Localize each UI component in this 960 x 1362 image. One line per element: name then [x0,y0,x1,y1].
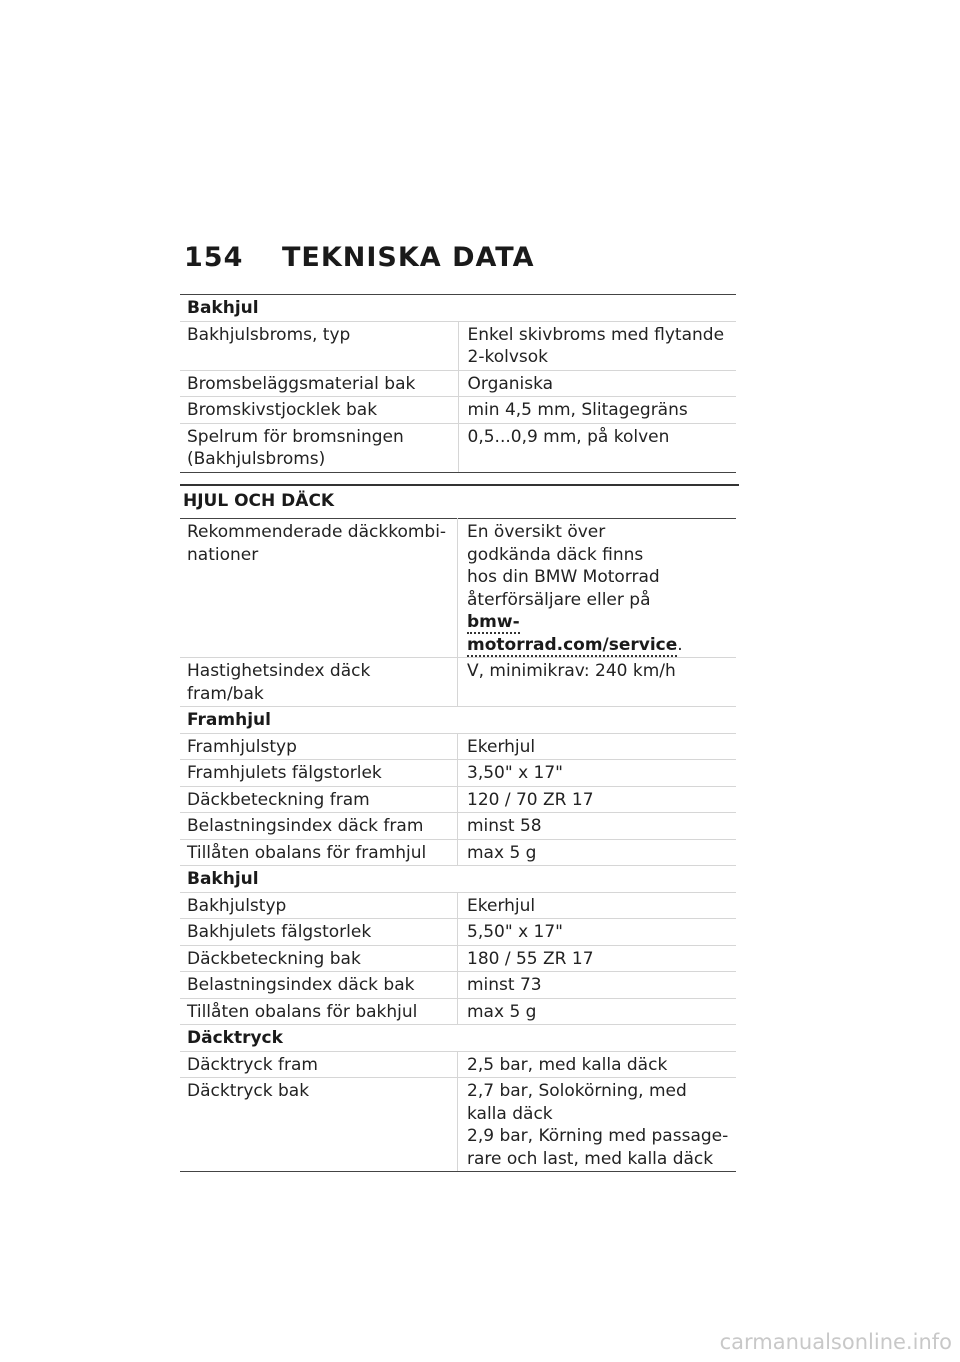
watermark: carmanualsonline.info [719,1330,952,1354]
row-value: 5,50" x 17" [458,919,737,946]
value-line: godkända däck finns [467,544,644,565]
table-row [180,321,736,370]
value-line: En översikt över [467,522,606,542]
row-value [458,1078,737,1172]
row-value: 120 / 70 ZR 17 [458,786,737,813]
table-row [180,1051,736,1078]
table-row [180,813,736,840]
page-number: 154 [184,242,244,273]
row-label: Belastningsindex däck bak [180,972,458,999]
table-row [180,839,736,866]
table-row [180,760,736,787]
subheading-rear-wheel: Bakhjul [180,866,736,893]
row-label: Framhjulstyp [180,733,458,760]
row-label: Bromskivstjocklek bak [180,397,458,424]
row-label: Bakhjulets fälgstorlek [180,919,458,946]
row-value [458,519,737,658]
wheels-tyres-table [180,518,736,1172]
table-row [180,972,736,999]
table-row [180,998,736,1025]
row-label: Däckbeteckning fram [180,786,458,813]
subheading-tyre-pressure: Däcktryck [180,1025,736,1052]
table-row [180,945,736,972]
link-suffix: . [677,634,683,655]
row-label: Bromsbeläggsmaterial bak [180,370,458,397]
section-heading-wheels-tyres: HJUL OCH DÄCK [180,484,739,511]
row-value: minst 73 [458,972,737,999]
row-value: 180 / 55 ZR 17 [458,945,737,972]
row-label: Tillåten obalans för framhjul [180,839,458,866]
row-label: Tillåten obalans för bakhjul [180,998,458,1025]
row-value: min 4,5 mm, Slitagegräns [458,397,736,424]
table-row [180,733,736,760]
table-row [180,658,736,707]
table-subheading-row [180,866,736,893]
row-value: Organiska [458,370,736,397]
row-value: max 5 g [458,998,737,1025]
table-row [180,519,736,658]
row-label: Däckbeteckning bak [180,945,458,972]
row-value: V, minimikrav: 240 km/h [458,658,737,707]
row-label: Däcktryck bak [180,1078,458,1172]
row-label: Bakhjulsbroms, typ [180,321,458,370]
table-row [180,423,736,472]
service-link[interactable]: bmw-motorrad.com/service [467,612,678,655]
row-label: Däcktryck fram [180,1051,458,1078]
value-line: återförsäljare eller på [467,589,651,610]
table-row [180,1078,736,1172]
rear-brake-table [180,294,736,473]
table-row [180,370,736,397]
page-header [184,242,535,273]
table-subheading-row [180,1025,736,1052]
row-value: 2,5 bar, med kalla däck [458,1051,737,1078]
row-value: 3,50" x 17" [458,760,737,787]
row-label: Belastningsindex däck fram [180,813,458,840]
table-subheading-row [180,707,736,734]
value-line: 2,7 bar, Solokörning, med kalla däck [467,1081,687,1124]
table-row [180,892,736,919]
row-value: Enkel skivbroms med flytande 2-kolvsok [458,321,736,370]
table-row [180,397,736,424]
row-value: max 5 g [458,839,737,866]
row-label: Rekommenderade däckkombi-nationer [180,519,458,658]
row-value: 0,5...0,9 mm, på kolven [458,423,736,472]
row-value: minst 58 [458,813,737,840]
subheading-rear-wheel: Bakhjul [180,295,736,322]
table-subheading-row [180,295,736,322]
table-row [180,919,736,946]
row-label: Hastighetsindex däck fram/bak [180,658,458,707]
value-line: hos din BMW Motorrad [467,567,660,587]
row-value: Ekerhjul [458,892,737,919]
value-line: 2,9 bar, Körning med passage-rare och last, med kalla däck [467,1126,729,1169]
page-title: TEKNISKA DATA [282,242,535,273]
table-row [180,786,736,813]
row-label: Bakhjulstyp [180,892,458,919]
row-label: Spelrum för bromsningen (Bakhjulsbroms) [180,423,458,472]
row-label: Framhjulets fälgstorlek [180,760,458,787]
subheading-front-wheel: Framhjul [180,707,736,734]
row-value: Ekerhjul [458,733,737,760]
